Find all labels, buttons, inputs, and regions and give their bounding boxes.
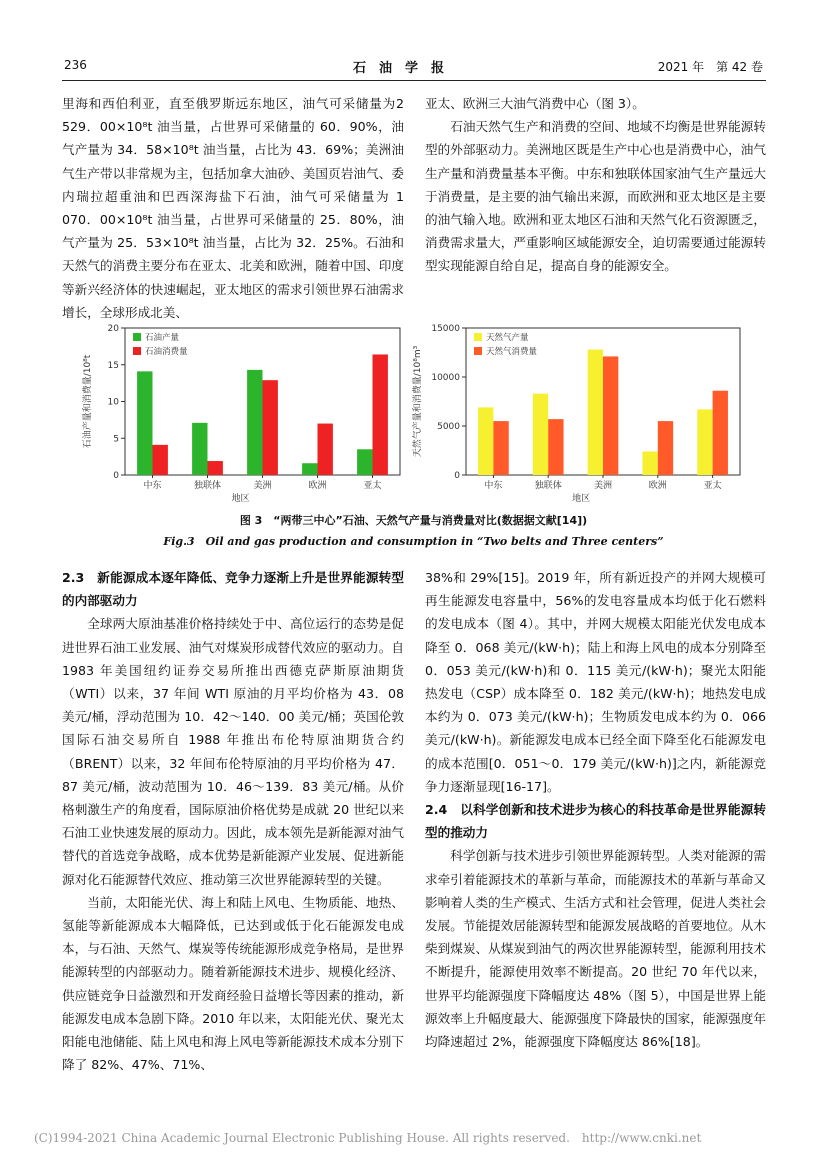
y-tick-label: 15 <box>107 360 119 371</box>
paragraph: 科学创新与技术进步引领世界能源转型。人类对能源的需求牵引着能源技术的革新与革命，而能源技术的革新与革命又影响着人类的生产模式、生活方式和社会管理，促进人类社会发展。节能提效居能源转型和能源发展战略的首要地位。从木柴到煤炭、从煤炭到油气的两次世界能源转型，能源利用技术不断提升，能源使用效率不断提高。20 世纪 70 年代以来，世界平均能源强度下降幅度达 48%（图 5），中国是世界上能源效率上升幅度最大、能源强度下降最快的国家，能源强度年均降速超过 2%，能源强度下降幅度达 86%[18]。 <box>425 848 766 1050</box>
legend-swatch <box>133 333 141 341</box>
y-tick-label: 20 <box>107 324 119 334</box>
legend-label: 天然气消费量 <box>486 347 538 357</box>
x-tick-label: 中东 <box>484 481 503 491</box>
col2-bottom <box>425 566 766 1053</box>
y-tick-label: 0 <box>454 471 460 481</box>
bar-consumption <box>603 356 618 475</box>
legend-label: 石油产量 <box>145 333 180 343</box>
bar-consumption <box>713 391 728 475</box>
page-number: 236 <box>64 58 87 72</box>
legend-label: 石油消费量 <box>145 347 188 357</box>
bar-production <box>192 423 207 475</box>
issue-info: 2021 年 第 42 卷 <box>657 60 763 74</box>
x-axis-label: 地区 <box>572 494 591 502</box>
x-tick-label: 亚太 <box>363 481 382 491</box>
journal-title: 石 油 学 报 <box>353 61 445 76</box>
x-tick-label: 欧洲 <box>648 481 667 491</box>
section-heading: 2.3 新能源成本逐年降低、竞争力逐渐上升是世界能源转型的内部驱动力 <box>62 570 404 609</box>
bar-production <box>533 394 548 475</box>
x-tick-label: 美洲 <box>593 481 613 491</box>
figure-caption-cn: 图 3 “两带三中心”石油、天然气产量与消费量对比(数据据文献[14]) <box>239 514 588 527</box>
bar-consumption <box>548 419 563 475</box>
paragraph: 亚太、欧洲三大油气消费中心（图 3）。 <box>425 96 645 111</box>
y-axis-label: 天然气产量和消费量/10⁸m³ <box>413 345 423 458</box>
legend-swatch <box>474 333 482 341</box>
y-tick-label: 10 <box>107 397 119 408</box>
y-tick-label: 5000 <box>437 422 460 432</box>
bar-consumption <box>263 380 278 475</box>
x-tick-label: 中东 <box>143 481 162 491</box>
x-tick-label: 独联体 <box>193 481 222 491</box>
bar-production <box>588 350 603 475</box>
y-axis-label: 石油产量和消费量/10⁸t <box>83 354 93 449</box>
col1-top <box>62 92 404 324</box>
y-tick-label: 0 <box>113 471 119 481</box>
bar-consumption <box>373 354 388 475</box>
oil-chart <box>80 322 410 502</box>
x-tick-label: 美洲 <box>253 481 272 491</box>
bar-production <box>247 370 262 475</box>
x-axis-label: 地区 <box>231 494 250 502</box>
header-rule <box>62 80 766 81</box>
y-tick-label: 5 <box>113 434 119 445</box>
x-tick-label: 欧洲 <box>308 481 327 491</box>
y-tick-label: 10000 <box>431 373 460 383</box>
bar-production <box>137 371 152 475</box>
gas-chart <box>410 322 750 502</box>
paragraph: 里海和西伯利亚，直至俄罗斯远东地区，油气可采储量为2 529．00×10⁸t 油当量，占世界可采储量的 60．90%，油气产量为 34．58×10⁸t 油当量，占比为 43．69%；美洲油气生产带以非常规为主，包括加拿大油砂、美国页岩油气、委内瑞拉超重油和巴西深海盐下石油，油气可采储量为 1 070．00×10⁸t 油当量，占世界可采储量的 25．80%，油气产量为 25．53×10⁸t 油当量，占比为 32．25%。石油和天然气的消费主要分布在亚太、北美和欧洲，随着中国、印度等新兴经济体的快速崛起，亚太地区的需求引领世界石油需求增长，全球形成北美、 <box>62 96 404 320</box>
bar-production <box>478 407 493 475</box>
bar-consumption <box>208 461 223 475</box>
section-heading: 2.4 以科学创新和技术进步为核心的科技革命是世界能源转型的推动力 <box>425 802 766 841</box>
paragraph: 全球两大原油基准价格持续处于中、高位运行的态势是促进世界石油工业发展、油气对煤炭形成替代效应的驱动力。自 1983 年美国纽约证券交易所推出西德克萨斯原油期货（WTI）以来，37 年间 WTI 原油的月平均价格为 43．08 美元/桶，浮动范围为 10．42～140．00 美元/桶；英国伦敦国际石油交易所自 1988 年推出布伦特原油期货合约（BRENT）以来，32 年间布伦特原油的月平均价格为 47．87 美元/桶，波动范围为 10．46～139．83 美元/桶。从价格刺激生产的角度看，国际原油价格优势是成就 20 世纪以来石油工业快速发展的原动力。因此，成本领先是新能源对油气替代的首选竞争战略，成本优势是新能源产业发展、促进新能源对化石能源替代效应、推动第三次世界能源转型的关键。 <box>62 616 404 887</box>
bar-consumption <box>318 424 333 475</box>
paragraph: 38%和 29%[15]。2019 年，所有新近投产的并网大规模可再生能源发电容量中，56%的发电容量成本均低于化石燃料的发电成本（图 4）。其中，并网大规模太阳能光伏发电成本降至 0．068 美元/(kW·h)；陆上和海上风电的成本分别降至 0．053 美元/(kW·h)和 0．115 美元/(kW·h)；聚光太阳能热发电（CSP）成本降至 0．182 美元/(kW·h)；地热发电成本约为 0．073 美元/(kW·h)；生物质发电成本约为 0．066 美元/(kW·h)。新能源发电成本已经全面下降至化石能源发电的成本范围[0．051～0．179 美元/(kW·h)]之内，新能源竞争力逐渐显现[16-17]。 <box>425 570 766 794</box>
x-tick-label: 独联体 <box>534 481 562 491</box>
col2-top <box>425 92 766 278</box>
bar-consumption <box>658 421 673 475</box>
x-tick-label: 亚太 <box>703 481 722 491</box>
col1-bottom <box>62 566 404 1076</box>
bar-production <box>357 449 372 475</box>
bar-production <box>642 451 657 475</box>
paragraph: 当前，太阳能光伏、海上和陆上风电、生物质能、地热、氢能等新能源成本大幅降低，已达到或低于化石能源发电成本，与石油、天然气、煤炭等传统能源形成竞争格局，是世界能源转型的内部驱动力。随着新能源技术进步、规模化经济、供应链竞争日益激烈和开发商经验日益增长等因素的推动，新能源发电成本急剧下降。2010 年以来，太阳能光伏、聚光太阳能电池储能、陆上风电和海上风电等新能源技术成本分别下降了 82%、47%、71%、 <box>62 894 404 1073</box>
legend-swatch <box>133 347 141 355</box>
bar-consumption <box>153 445 168 475</box>
figure-caption-en: Fig.3 Oil and gas production and consumption in “Two belts and Three centers” <box>163 535 664 548</box>
copyright-footer: (C)1994-2021 China Academic Journal Electronic Publishing House. All rights reserved. http://www.cnki.net <box>34 1131 702 1145</box>
legend-swatch <box>474 347 482 355</box>
bar-production <box>697 409 712 475</box>
legend-label: 天然气产量 <box>486 333 529 343</box>
bar-consumption <box>493 421 508 475</box>
bar-production <box>302 463 317 475</box>
y-tick-label: 15000 <box>431 324 460 334</box>
paragraph: 石油天然气生产和消费的空间、地域不均衡是世界能源转型的外部驱动力。美洲地区既是生产中心也是消费中心，油气生产量和消费量基本平衡。中东和独联体国家油气生产量远大于消费量，是主要的油气输出来源，而欧洲和亚太地区是主要的油气输入地。欧洲和亚太地区石油和天然气化石资源匮乏，消费需求量大，严重影响区域能源安全，迫切需要通过能源转型实现能源自给自足，提高自身的能源安全。 <box>425 119 766 274</box>
